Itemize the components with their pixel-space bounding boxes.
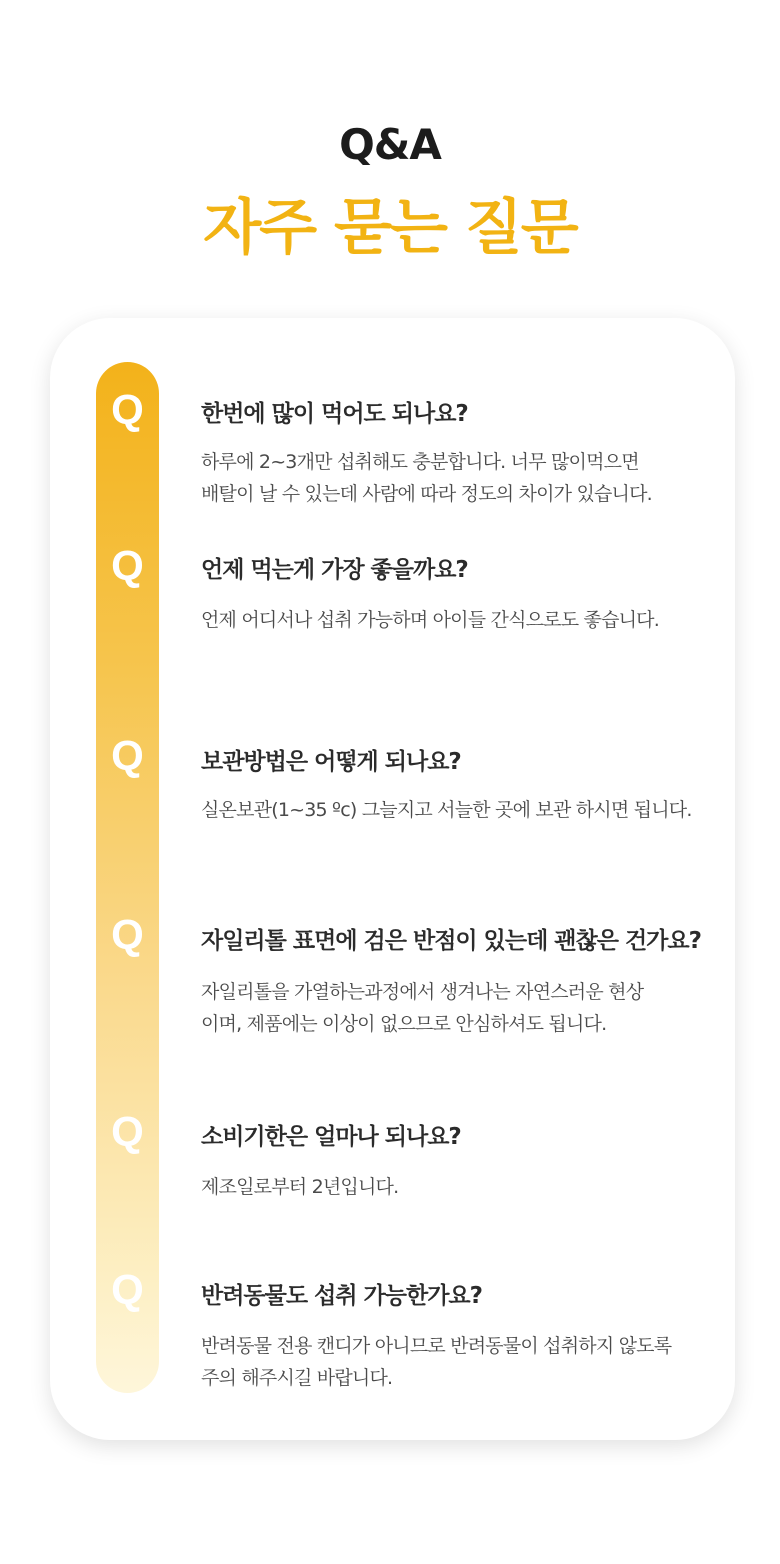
faq-answer-5 — [201, 1171, 741, 1203]
section-label: Q&A — [339, 120, 441, 169]
faq-answer-6-line-2: 주의 해주시길 바랍니다. — [201, 1367, 393, 1389]
faq-answer-2-line-1: 언제 어디서나 섭취 가능하며 아이들 간식으로도 좋습니다. — [201, 609, 659, 631]
faq-answer-5-line-1: 제조일로부터 2년입니다. — [201, 1176, 399, 1198]
q-gradient-bar — [96, 362, 159, 1393]
faq-answer-1-line-2: 배탈이 날 수 있는데 사람에 따라 정도의 차이가 있습니다. — [201, 483, 652, 505]
faq-answer-4-line-1: 자일리톨을 가열하는과정에서 생겨나는 자연스러운 현상 — [201, 981, 644, 1003]
page-title: 자주 묻는 질문 — [203, 193, 577, 263]
faq-answer-3 — [201, 794, 741, 826]
faq-answer-4 — [201, 976, 741, 1040]
faq-question-3: 보관방법은 어떻게 되나요? — [201, 749, 461, 775]
q-mark-5: Q — [111, 1108, 144, 1155]
faq-answer-6-line-1: 반려동물 전용 캔디가 아니므로 반려동물이 섭취하지 않도록 — [201, 1335, 672, 1357]
q-mark-6: Q — [111, 1266, 144, 1313]
faq-answer-2 — [201, 604, 741, 636]
faq-answer-1 — [201, 446, 741, 510]
faq-answer-3-line-1: 실온보관(1~35 ºc) 그늘지고 서늘한 곳에 보관 하시면 됩니다. — [201, 799, 692, 821]
faq-answer-4-line-2: 이며, 제품에는 이상이 없으므로 안심하셔도 됩니다. — [201, 1013, 607, 1035]
faq-answer-1-line-1: 하루에 2~3개만 섭취해도 충분합니다. 너무 많이먹으면 — [201, 451, 639, 473]
faq-answer-6 — [201, 1330, 741, 1394]
faq-question-6: 반려동물도 섭취 가능한가요? — [201, 1283, 482, 1309]
q-mark-4: Q — [111, 911, 144, 958]
faq-question-4: 자일리톨 표면에 검은 반점이 있는데 괜찮은 건가요? — [201, 928, 701, 954]
faq-question-2: 언제 먹는게 가장 좋을까요? — [201, 557, 468, 583]
faq-question-5: 소비기한은 얼마나 되나요? — [201, 1124, 461, 1150]
faq-question-1: 한번에 많이 먹어도 되나요? — [201, 401, 468, 427]
q-mark-1: Q — [111, 386, 144, 433]
q-mark-2: Q — [111, 542, 144, 589]
q-mark-3: Q — [111, 732, 144, 779]
